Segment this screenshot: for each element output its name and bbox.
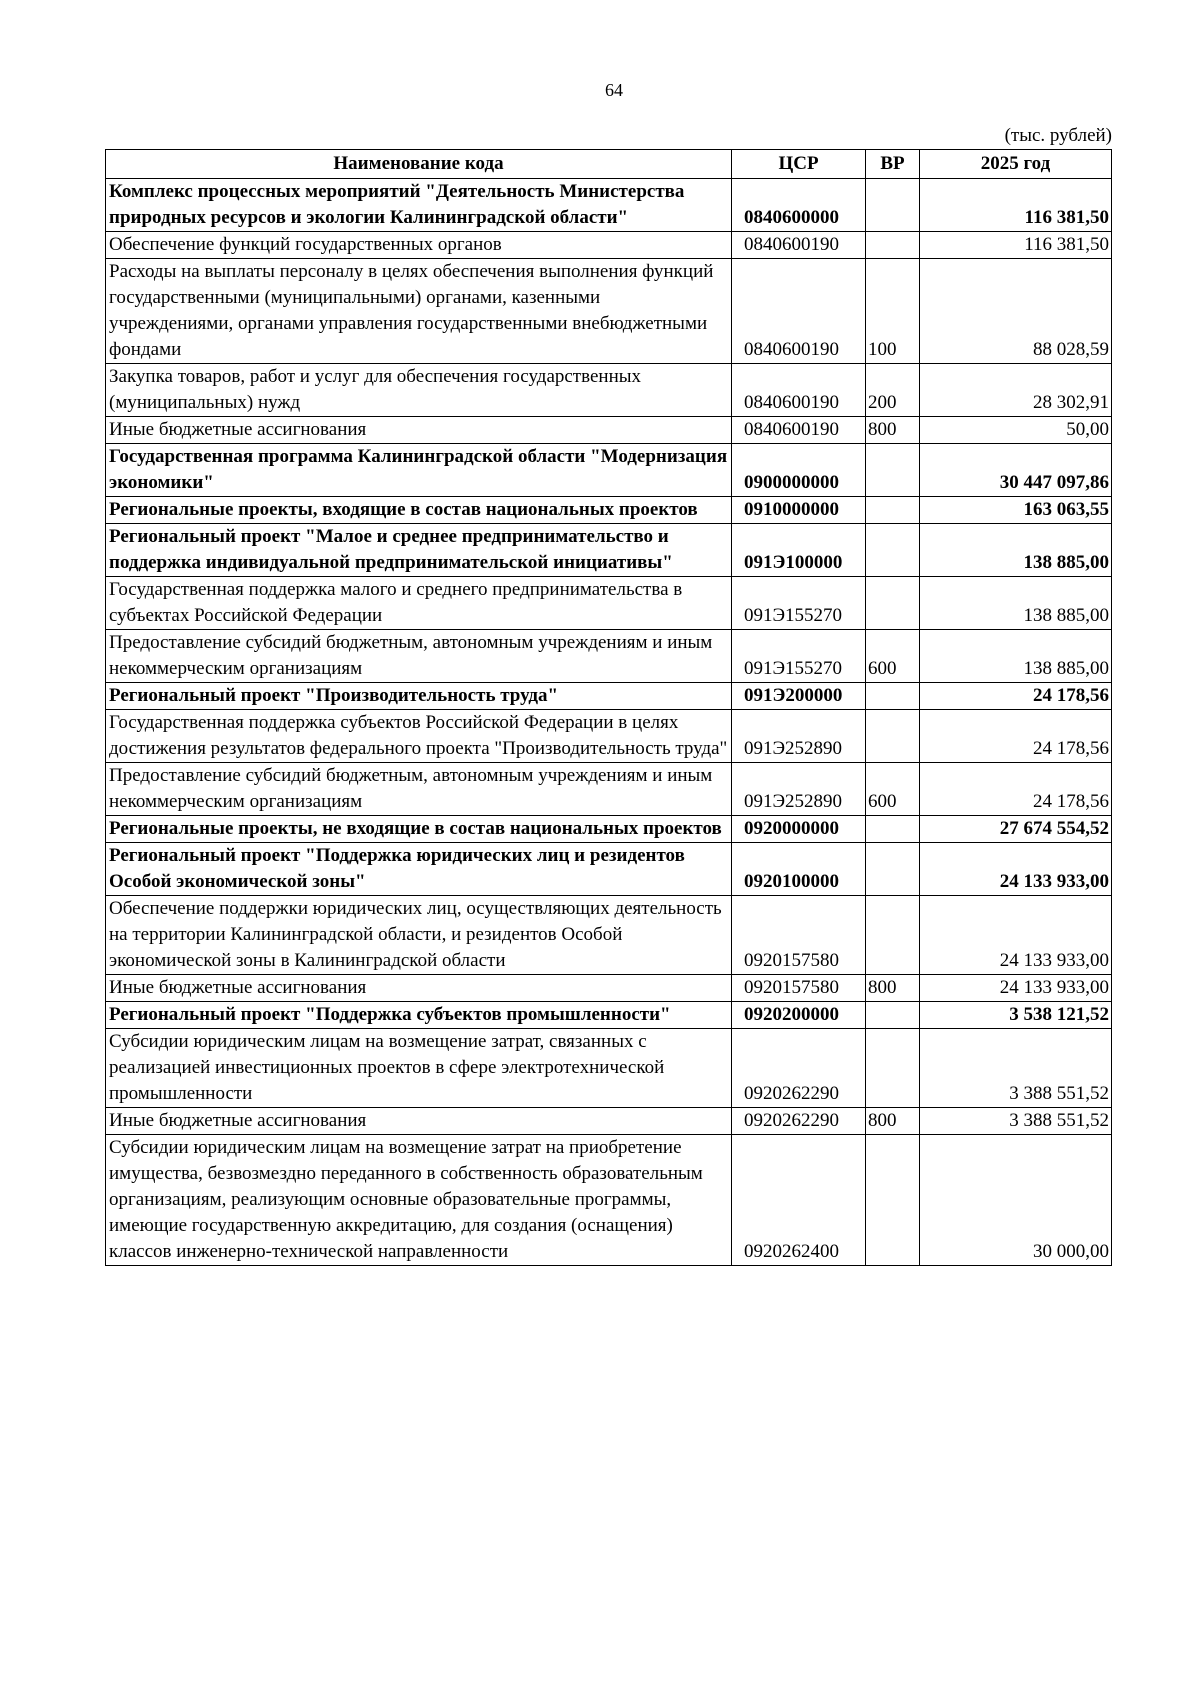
row-amount-cell: 116 381,50 [920, 232, 1112, 259]
row-amount-cell: 24 133 933,00 [920, 896, 1112, 975]
table-row [106, 444, 1112, 497]
row-vr-code-cell [866, 179, 920, 232]
page-number: 64 [605, 80, 623, 100]
table-header-row [106, 150, 1112, 179]
row-vr-code-cell [866, 232, 920, 259]
row-amount-cell: 30 000,00 [920, 1135, 1112, 1266]
row-vr-code-cell [866, 896, 920, 975]
table-row [106, 524, 1112, 577]
row-amount-cell: 24 178,56 [920, 710, 1112, 763]
row-vr-code-cell: 100 [866, 259, 920, 364]
row-name-cell: Обеспечение поддержки юридических лиц, осуществляющих деятельность на территории Калининградской области, и резидентов Особой экономической зоны в Калининградской области [106, 896, 732, 975]
row-amount-cell: 138 885,00 [920, 524, 1112, 577]
row-vr-code-cell: 600 [866, 630, 920, 683]
row-amount-cell: 30 447 097,86 [920, 444, 1112, 497]
row-vr-code-cell [866, 444, 920, 497]
row-name-cell: Региональные проекты, входящие в состав национальных проектов [106, 497, 732, 524]
row-vr-code-cell: 800 [866, 1108, 920, 1135]
row-csr-code-cell: 0840600190 [732, 259, 866, 364]
row-vr-code-cell [866, 497, 920, 524]
row-vr-code-cell [866, 1002, 920, 1029]
row-vr-code-cell: 600 [866, 763, 920, 816]
row-amount-cell: 163 063,55 [920, 497, 1112, 524]
row-name-cell: Обеспечение функций государственных органов [106, 232, 732, 259]
row-name-cell: Государственная поддержка малого и среднего предпринимательства в субъектах Российской Федерации [106, 577, 732, 630]
row-vr-code-cell: 200 [866, 364, 920, 417]
table-row [106, 975, 1112, 1002]
row-name-cell: Субсидии юридическим лицам на возмещение затрат, связанных с реализацией инвестиционных проектов в сфере электротехнической промышленности [106, 1029, 732, 1108]
row-csr-code-cell: 0910000000 [732, 497, 866, 524]
column-header-year: 2025 год [920, 150, 1112, 179]
table-row [106, 259, 1112, 364]
column-header-vr: ВР [866, 150, 920, 179]
row-amount-cell: 3 538 121,52 [920, 1002, 1112, 1029]
row-csr-code-cell: 091Э252890 [732, 710, 866, 763]
row-csr-code-cell: 0920262400 [732, 1135, 866, 1266]
row-name-cell: Региональный проект "Поддержка субъектов промышленности" [106, 1002, 732, 1029]
row-name-cell: Региональный проект "Малое и среднее предпринимательство и поддержка индивидуальной предпринимательской инициативы" [106, 524, 732, 577]
table-row [106, 497, 1112, 524]
row-csr-code-cell: 0920200000 [732, 1002, 866, 1029]
table-row [106, 710, 1112, 763]
row-name-cell: Государственная программа Калининградской области "Модернизация экономики" [106, 444, 732, 497]
table-row [106, 417, 1112, 444]
row-name-cell: Расходы на выплаты персоналу в целях обеспечения выполнения функций государственными (муниципальными) органами, казенными учреждениями, органами управления государственными внебюджетными фондами [106, 259, 732, 364]
row-amount-cell: 24 178,56 [920, 683, 1112, 710]
column-header-name: Наименование кода [106, 150, 732, 179]
row-csr-code-cell: 0920262290 [732, 1029, 866, 1108]
table-row [106, 1029, 1112, 1108]
table-row [106, 683, 1112, 710]
row-amount-cell: 24 133 933,00 [920, 975, 1112, 1002]
table-row [106, 1002, 1112, 1029]
row-name-cell: Государственная поддержка субъектов Российской Федерации в целях достижения результатов федерального проекта "Производительность труда" [106, 710, 732, 763]
row-name-cell: Иные бюджетные ассигнования [106, 975, 732, 1002]
row-name-cell: Региональный проект "Производительность труда" [106, 683, 732, 710]
row-vr-code-cell [866, 524, 920, 577]
table-row [106, 896, 1112, 975]
row-name-cell: Субсидии юридическим лицам на возмещение затрат на приобретение имущества, безвозмездно переданного в собственность образовательным организациям, реализующим основные образовательные программы, имеющие государственную аккредитацию, для создания (оснащения) классов инженерно-технической направленности [106, 1135, 732, 1266]
units-label: (тыс. рублей) [1004, 125, 1112, 146]
table-row [106, 843, 1112, 896]
table-row [106, 630, 1112, 683]
row-amount-cell: 50,00 [920, 417, 1112, 444]
table-row [106, 816, 1112, 843]
row-csr-code-cell: 0920100000 [732, 843, 866, 896]
row-csr-code-cell: 0840600000 [732, 179, 866, 232]
row-csr-code-cell: 0920157580 [732, 896, 866, 975]
row-csr-code-cell: 091Э200000 [732, 683, 866, 710]
row-csr-code-cell: 091Э155270 [732, 630, 866, 683]
row-csr-code-cell: 0900000000 [732, 444, 866, 497]
table-row [106, 763, 1112, 816]
row-amount-cell: 24 178,56 [920, 763, 1112, 816]
table-row [106, 232, 1112, 259]
row-vr-code-cell [866, 843, 920, 896]
column-header-csr: ЦСР [732, 150, 866, 179]
row-name-cell: Закупка товаров, работ и услуг для обеспечения государственных (муниципальных) нужд [106, 364, 732, 417]
row-name-cell: Предоставление субсидий бюджетным, автономным учреждениям и иным некоммерческим организациям [106, 763, 732, 816]
table-row [106, 179, 1112, 232]
budget-table [105, 149, 1112, 1266]
row-csr-code-cell: 0840600190 [732, 232, 866, 259]
row-csr-code-cell: 091Э252890 [732, 763, 866, 816]
row-name-cell: Региональный проект "Поддержка юридических лиц и резидентов Особой экономической зоны" [106, 843, 732, 896]
row-name-cell: Иные бюджетные ассигнования [106, 417, 732, 444]
table-body [106, 179, 1112, 1266]
table-row [106, 577, 1112, 630]
row-csr-code-cell: 091Э100000 [732, 524, 866, 577]
row-vr-code-cell: 800 [866, 975, 920, 1002]
row-amount-cell: 3 388 551,52 [920, 1029, 1112, 1108]
row-csr-code-cell: 0840600190 [732, 417, 866, 444]
row-vr-code-cell [866, 816, 920, 843]
row-vr-code-cell: 800 [866, 417, 920, 444]
row-vr-code-cell [866, 1135, 920, 1266]
row-amount-cell: 27 674 554,52 [920, 816, 1112, 843]
row-amount-cell: 28 302,91 [920, 364, 1112, 417]
row-amount-cell: 88 028,59 [920, 259, 1112, 364]
row-vr-code-cell [866, 577, 920, 630]
row-csr-code-cell: 0920157580 [732, 975, 866, 1002]
row-csr-code-cell: 0840600190 [732, 364, 866, 417]
table-row [106, 364, 1112, 417]
table-row [106, 1108, 1112, 1135]
row-vr-code-cell [866, 683, 920, 710]
row-amount-cell: 138 885,00 [920, 577, 1112, 630]
row-vr-code-cell [866, 710, 920, 763]
row-amount-cell: 138 885,00 [920, 630, 1112, 683]
row-name-cell: Региональные проекты, не входящие в состав национальных проектов [106, 816, 732, 843]
row-amount-cell: 116 381,50 [920, 179, 1112, 232]
row-amount-cell: 3 388 551,52 [920, 1108, 1112, 1135]
row-name-cell: Иные бюджетные ассигнования [106, 1108, 732, 1135]
row-amount-cell: 24 133 933,00 [920, 843, 1112, 896]
row-csr-code-cell: 0920000000 [732, 816, 866, 843]
row-name-cell: Комплекс процессных мероприятий "Деятельность Министерства природных ресурсов и экологии Калининградской области" [106, 179, 732, 232]
row-name-cell: Предоставление субсидий бюджетным, автономным учреждениям и иным некоммерческим организациям [106, 630, 732, 683]
table-row [106, 1135, 1112, 1266]
row-csr-code-cell: 091Э155270 [732, 577, 866, 630]
row-csr-code-cell: 0920262290 [732, 1108, 866, 1135]
row-vr-code-cell [866, 1029, 920, 1108]
